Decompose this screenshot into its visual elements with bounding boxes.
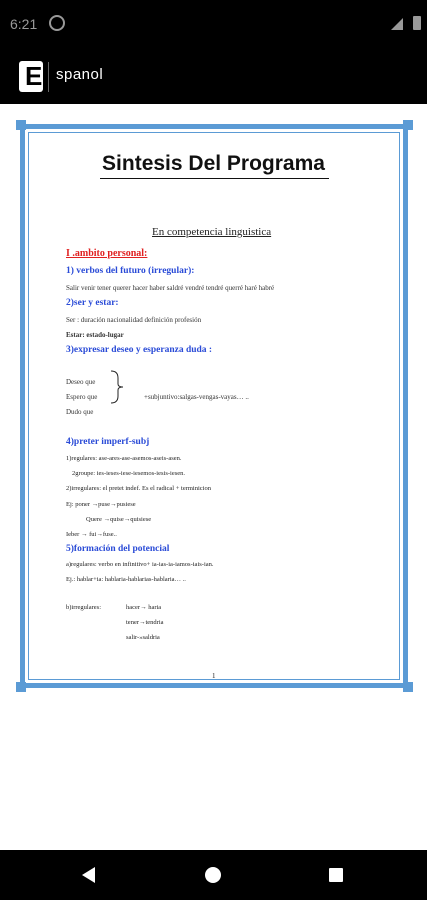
item-text: hacer→ haria [126, 604, 162, 611]
app-title: spanol [56, 66, 104, 83]
item-text: +subjuntivo:salgas-vengas-vayas… .. [144, 393, 249, 401]
item-text: 1)regulares: ase-ares-ase-asemos-aseis-asen. [66, 455, 182, 462]
status-bar [0, 0, 427, 52]
item-heading: 1) verbos del futuro (irregular): [66, 266, 195, 276]
corner-ornament [16, 682, 26, 692]
document-subtitle: En competencia linguistica [152, 226, 272, 238]
item-text: a)regulares: verbo en infinitivo+ ia-ias-ia-iamos-iais-ian. [66, 561, 214, 568]
document-title: Sintesis Del Programa [102, 152, 325, 175]
item-text: Espero que [66, 393, 98, 401]
item-text: salir-»saldria [126, 634, 160, 641]
item-text: Estar: estado-lugar [66, 331, 124, 339]
item-text: b)irregulares: [66, 604, 102, 611]
item-heading: 3)expresar deseo y esperanza duda : [66, 345, 213, 355]
item-text: 2)irregulares: el pretet indef. Es el radical + terminicion [66, 485, 211, 492]
status-time: 6:21 [10, 16, 38, 32]
item-text: 2groupe: ies-ieses-iese-iesemos-iesis-iesen. [72, 470, 185, 477]
item-heading: 2)ser y estar: [66, 298, 119, 308]
logo-divider [48, 62, 49, 92]
item-text: Deseo que [66, 378, 96, 386]
title-underline [100, 178, 329, 179]
item-text: Ser : duración nacionalidad definición profesión [66, 316, 202, 324]
corner-ornament [403, 120, 413, 130]
item-text: tener→tendria [126, 619, 164, 626]
app-logo-letter: E [25, 61, 43, 91]
brace-icon [110, 370, 124, 404]
back-icon[interactable] [82, 867, 95, 883]
recents-icon[interactable] [329, 868, 343, 882]
section-heading: I .ambito personal: [66, 248, 148, 259]
item-text: Ej.: hablar+ia: hablaria-hablarias-hablaria… .. [66, 576, 186, 583]
item-heading: 5)formación del potencial [66, 544, 170, 554]
item-text: Salir venir tener querer hacer haber saldré vendré tendré querré haré habré [66, 284, 275, 292]
page-border-inner [28, 132, 400, 680]
page-number: 1 [212, 672, 216, 680]
item-heading: 4)preter imperf-subj [66, 437, 150, 447]
item-text: Ej: poner →puse→pusiese [66, 501, 136, 508]
corner-ornament [403, 682, 413, 692]
signal-icon [391, 18, 403, 30]
item-text: Dudo que [66, 408, 94, 416]
battery-icon [413, 16, 421, 30]
corner-ornament [16, 120, 26, 130]
notification-icon [49, 15, 65, 31]
home-icon[interactable] [205, 867, 221, 883]
item-text: Ieber → fui→fuse.. [66, 531, 117, 538]
item-text: Quere →quise→quisiese [86, 516, 152, 523]
